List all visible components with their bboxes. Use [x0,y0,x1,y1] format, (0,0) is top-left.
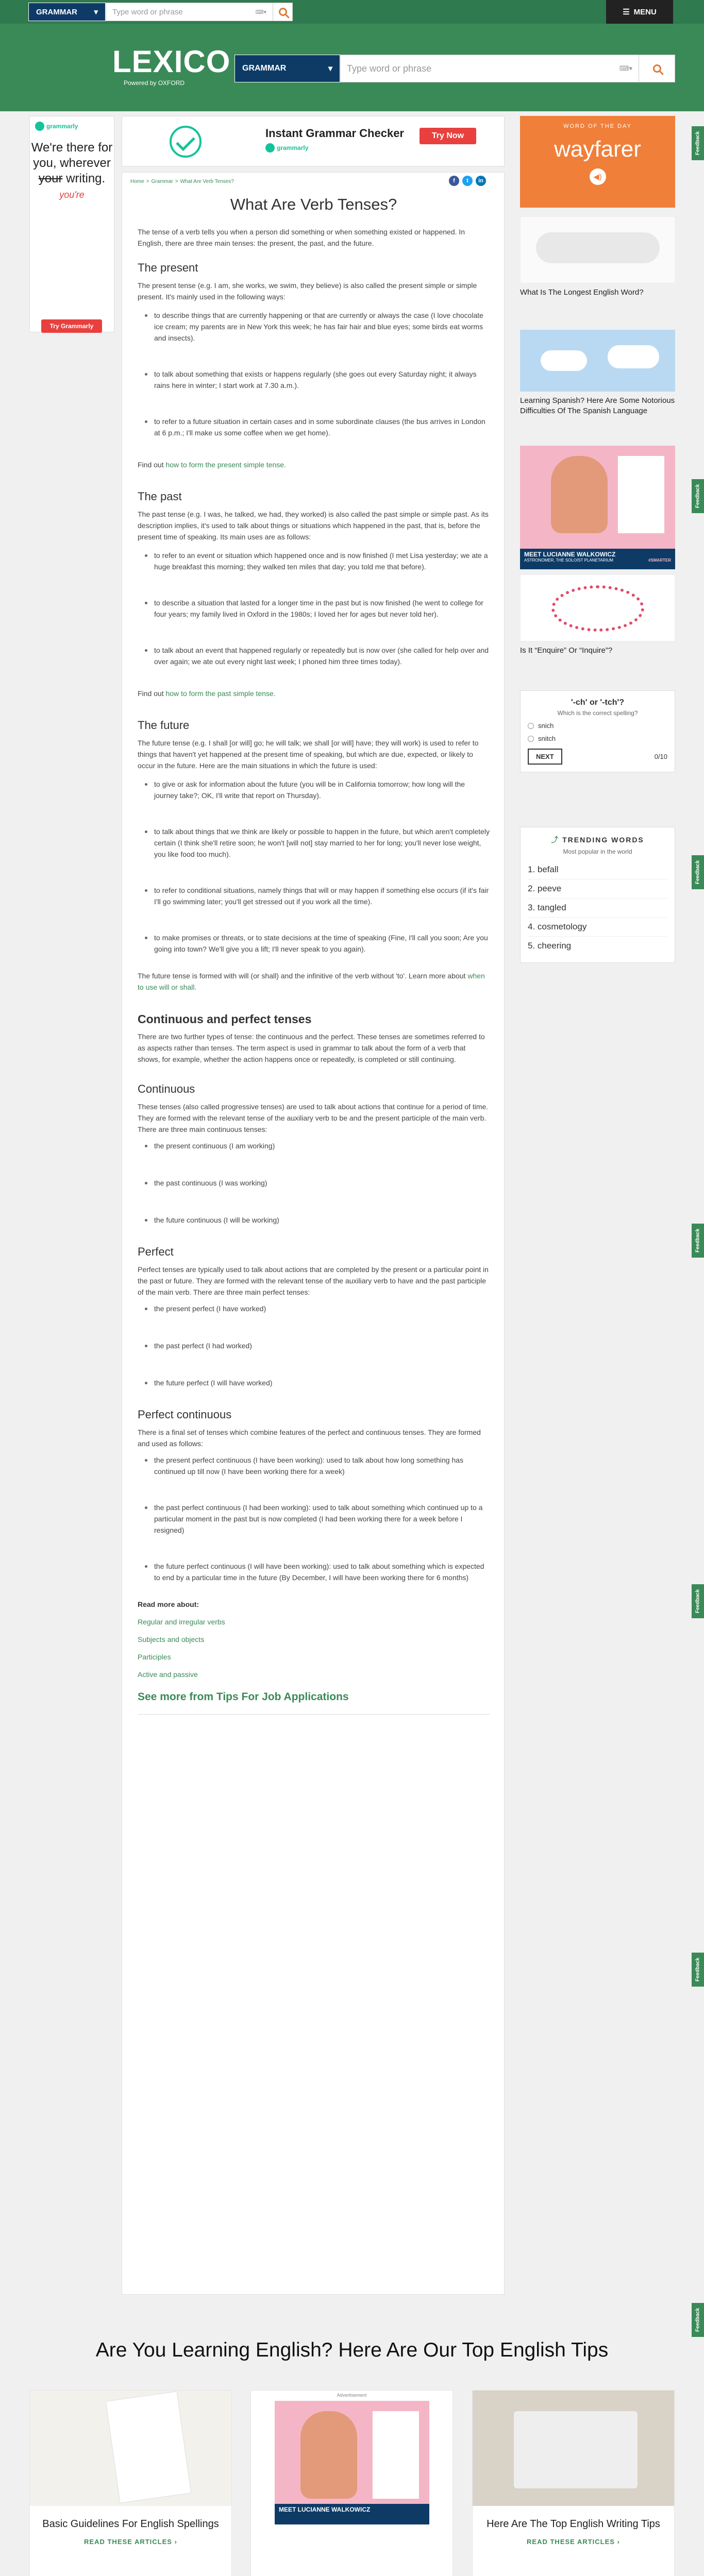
feedback-tab[interactable]: Feedback [692,855,704,889]
present-list [138,310,490,438]
continuous-list [138,1140,490,1226]
lexico-logo[interactable]: LEXICO [112,44,231,79]
audio-icon[interactable]: ◀) [590,168,606,185]
card-image [520,216,675,283]
breadcrumb-grammar[interactable]: Grammar [151,179,173,184]
trending-words [520,827,675,963]
checkmark-icon [170,126,202,158]
radio-icon [528,723,534,729]
feedback-tab[interactable]: Feedback [692,1584,704,1618]
future-heading: The future [138,719,190,732]
past-simple-link[interactable]: how to form the past simple tense. [165,689,276,698]
read-articles-link[interactable]: READ THESE ARTICLES › [527,2538,620,2546]
grammarly-icon [35,122,44,131]
twitter-icon[interactable]: t [462,176,473,186]
tip-image [473,2391,674,2506]
facebook-icon[interactable]: f [449,176,459,186]
periodic-table-graphic [618,456,664,533]
breadcrumb: Home > Grammar > What Are Verb Tenses? [130,179,234,184]
past-paragraph: The past tense (e.g. I was, he talked, we had, they worked) is also called the past simple or simple past. As its description implies, it's used to talk about things or situations which happened in the past, that is, before the present time of speaking. Its main uses are as follows: [138,510,489,541]
present-heading: The present [138,261,198,274]
list-item: to describe things that are currently happening or that are currently or always the case (I love chocolate ice cream; my parents are in New York this week; he has fair hair and blue eyes; some birds eat worms and insects). [138,310,490,344]
topbar-dictionary-select[interactable]: GRAMMAR ▾ [28,3,106,21]
list-item: to give or ask for information about the future (you will be in California tomorrow; how long will the journey take?; OK, I'll write that report on Thursday). [138,778,490,801]
list-item: to refer to a future situation in certain cases and in some subordinate clauses (the bus arrives in London at 6 p.m.; I'll make us some coffee when we get home). [138,416,490,438]
intro-paragraph: The tense of a verb tells you when a person did something or when something existed or happened. In English, there are three main tenses: the present, the past, and the future. [138,228,465,247]
hero-search-input[interactable]: Type word or phrase ⌨▾ [340,55,639,82]
ad-title: Instant Grammar Checker [265,127,404,140]
article-body [138,222,490,1715]
article-card[interactable] [520,216,675,302]
list-item: to make promises or threats, or to state decisions at the time of speaking (Fine, I'll call you soon; Are you going into town? We'll give you a lift; I'll never speak to you again). [138,932,490,955]
read-more-link[interactable]: Participles [138,1653,171,1661]
side-advertisement[interactable] [29,116,114,332]
chevron-down-icon: ▾ [328,64,332,73]
read-articles-link[interactable]: READ THESE ARTICLES › [84,2538,177,2546]
card-image [520,330,675,392]
menu-button[interactable]: ☰ MENU [606,0,673,24]
top-bar [0,0,704,24]
list-item: the future perfect (I will have worked) [138,1377,490,1388]
trending-word[interactable]: 3. tangled [528,899,667,918]
list-item: to refer to conditional situations, namely things that will or may happen if something else occurs (if it's fair I'll go swimming later; you'll get stressed out if you work all the time). [138,885,490,907]
keyboard-icon[interactable]: ⌨▾ [619,64,632,72]
ad-name: MEET LUCIANNE WALKOWICZ [524,551,616,558]
side-ad-lucianne[interactable] [520,446,675,569]
tips-title: Are You Learning English? Here Are Our Top English Tips [95,2339,609,2361]
list-item: the future continuous (I will be working) [138,1214,490,1226]
article-card[interactable] [520,574,675,660]
radio-icon [528,736,534,742]
spelling-quiz [520,690,675,772]
read-more-link[interactable]: Subjects and objects [138,1635,205,1643]
trending-word[interactable]: 2. peeve [528,879,667,899]
tip-title: Here Are The Top English Writing Tips [487,2518,660,2530]
read-more-link[interactable]: Active and passive [138,1670,198,1679]
ad-name: MEET LUCIANNE WALKOWICZ [275,2504,429,2524]
present-simple-link[interactable]: how to form the present simple tense. [165,461,286,469]
card-title: What Is The Longest English Word? [520,288,644,297]
quiz-title: '-ch' or '-tch'? [571,698,625,707]
breadcrumb-home[interactable]: Home [130,179,144,184]
quiz-option[interactable]: snich [528,722,667,730]
trending-word[interactable]: 4. cosmetology [528,918,667,937]
trending-icon: ⤴ [551,836,563,844]
list-item: the past perfect continuous (I had been working): used to talk about something which continued up to a particular moment in the past but is now completed (I had been working there for a week before I resigned) [138,1502,490,1536]
feedback-tab[interactable]: Feedback [692,2303,704,2337]
arrow-right-icon: › [174,2538,177,2546]
article-card[interactable] [520,330,675,420]
advertisement-label: Advertisement [337,2393,367,2398]
see-more-link[interactable]: See more from Tips For Job Applications [138,1691,490,1715]
card-image [520,574,675,641]
ad-subtitle: ASTRONOMER, THE SOLOIST PLANETARIUM [524,558,613,563]
ad-tag: #SMARTER [648,558,671,563]
search-icon [279,8,287,16]
hero-dictionary-select[interactable]: GRAMMAR ▾ [234,55,340,82]
list-item: the present perfect continuous (I have been working): used to talk about how long something has continued up till now (I have been working there for a week) [138,1454,490,1477]
wotd-word: wayfarer [554,137,641,162]
trending-subtitle: Most popular in the world [563,848,632,855]
topbar-search-button[interactable] [273,3,293,21]
list-item: the future perfect continuous (I will have been working): used to talk about something which is expected to end by a particular time in the future (By December, I will have been working there for 6 months) [138,1561,490,1583]
trending-word[interactable]: 5. cheering [528,941,572,951]
hamburger-icon: ☰ [623,8,630,16]
ad-brand: grammarly [265,143,308,152]
grammarly-logo: grammarly [30,116,114,136]
side-ad-text: We're there for you, wherever your writing. you're [31,141,113,200]
top-advertisement[interactable] [122,116,505,166]
list-item: to refer to an event or situation which happened once and is now finished (I met Lisa yesterday; we ate a huge breakfast this morning; they walked ten miles that day; you told me that before). [138,550,490,572]
perfect-continuous-list [138,1454,490,1583]
chevron-down-icon: ▾ [94,8,98,16]
present-findout: Find out how to form the present simple tense. [138,461,286,469]
continuous-perfect-heading: Continuous and perfect tenses [138,1012,312,1026]
quiz-counter: 0/10 [654,753,667,760]
topbar-search-input[interactable]: Type word or phrase ⌨▾ [106,3,273,21]
grammarly-icon [265,143,275,152]
keyboard-icon[interactable]: ⌨▾ [255,9,266,15]
tip-advertisement[interactable] [250,2390,453,2576]
quiz-next-button[interactable]: NEXT [528,749,562,765]
list-item: to talk about an event that happened regularly or repeatedly but is now over (she called for help over and over again; we ate out every night last week; I phoned him three times today). [138,645,490,667]
search-icon [653,64,661,73]
trending-word[interactable]: 1. befall [528,860,667,879]
read-more-label: Read more about: [138,1600,199,1608]
trending-title: ⤴ TRENDING WORDS [551,836,644,844]
tip-card[interactable] [472,2390,675,2576]
card-title: Learning Spanish? Here Are Some Notorious Difficulties Of The Spanish Language [520,396,675,415]
past-heading: The past [138,490,182,503]
powered-by-oxford: Powered by OXFORD [124,79,185,87]
arrow-right-icon: › [617,2538,620,2546]
read-more-link[interactable]: Regular and irregular verbs [138,1618,225,1626]
perfect-continuous-heading: Perfect continuous [138,1408,232,1421]
ad-image [275,2401,429,2524]
present-paragraph: The present tense (e.g. I am, she works, we swim, they believe) is also called the present simple or simple present. It's mainly used in the following ways: [138,281,477,301]
breadcrumb-current[interactable]: What Are Verb Tenses? [180,179,234,184]
list-item: to talk about something that exists or happens regularly (she goes out every Saturday night; it always rains here in winter; I start work at 7.30 a.m.). [138,368,490,391]
share-buttons [449,176,486,186]
list-item: the present perfect (I have worked) [138,1303,490,1314]
article [122,172,505,2295]
quiz-option[interactable]: snitch [528,735,667,742]
wotd-label: WORD OF THE DAY [563,123,632,129]
list-item: the past continuous (I was working) [138,1177,490,1189]
feedback-tab[interactable]: Feedback [692,479,704,513]
past-findout: Find out how to form the past simple tense. [138,689,276,698]
tip-title: Basic Guidelines For English Spellings [42,2518,219,2530]
tip-image [30,2391,231,2506]
perfect-list [138,1303,490,1388]
continuous-heading: Continuous [138,1082,195,1095]
portrait-image [551,456,608,533]
perfect-heading: Perfect [138,1245,174,1258]
try-grammarly-button[interactable]: Try Grammarly [41,319,102,333]
feedback-tab[interactable]: Feedback [692,1953,704,1987]
list-item: to talk about things that we think are likely or possible to happen in the future, but which aren't completely certain (I think she'll retire soon; he won't [will not] stay married to her for long; you'll never lose weight, you like food too much). [138,826,490,860]
try-now-button[interactable]: Try Now [420,128,476,144]
feedback-tab[interactable]: Feedback [692,126,704,160]
future-paragraph: The future tense (e.g. I shall [or will] go; he will talk; we shall [or will] have; they will work) is used to refer to things that haven't yet happened at the present time of speaking, but which are due, expected, or likely to occur in the future. Here are the main situations in which the future is used: [138,739,479,770]
linkedin-icon[interactable]: in [476,176,486,186]
will-or-shall-link[interactable]: when to use will or shall. [138,972,485,991]
word-of-the-day[interactable] [520,116,675,208]
page-title: What Are Verb Tenses? [230,195,397,213]
perfect-continuous-paragraph: There is a final set of tenses which combine features of the perfect and continuous tenses. They are formed and used as follows: [138,1428,481,1448]
continuous-paragraph: These tenses (also called progressive tenses) are used to talk about actions that continue for a period of time. They are formed with the relevant tense of the auxiliary verb to be and the present participle of the main verb. There are three main continuous tenses: [138,1103,489,1133]
past-list [138,550,490,667]
list-item: to describe a situation that lasted for a longer time in the past but is now finished (he went to college for four years; my family lived in Oxford in the 1980s; I loved her for ages but never told her). [138,597,490,620]
future-list [138,778,490,955]
perfect-paragraph: Perfect tenses are typically used to talk about actions that are completed by the present or a particular point in the past or future. They are formed with the relevant tense of the auxiliary verb to have and the past participle of the main verb. There are three main perfect tenses: [138,1265,489,1296]
feedback-tab[interactable]: Feedback [692,1224,704,1258]
list-item: the past perfect (I had worked) [138,1340,490,1351]
future-note: The future tense is formed with will (or shall) and the infinitive of the verb without 'to'. Learn more about when to use will or shall. [138,972,485,991]
continuous-perfect-paragraph: There are two further types of tense: the continuous and the perfect. These tenses are sometimes referred to as aspects rather than tenses. The term aspect is used in grammar to talk about the form of a verb that shows, for example, whether the action happens once or repeatedly, is completed or still continuing. [138,1032,485,1063]
hero-banner [0,24,704,111]
hero-search-button[interactable] [639,55,675,82]
tip-card[interactable] [29,2390,232,2576]
list-item: the present continuous (I am working) [138,1140,490,1151]
card-title: Is It “Enquire” Or “Inquire”? [520,646,613,655]
quiz-question: Which is the correct spelling? [557,709,638,717]
